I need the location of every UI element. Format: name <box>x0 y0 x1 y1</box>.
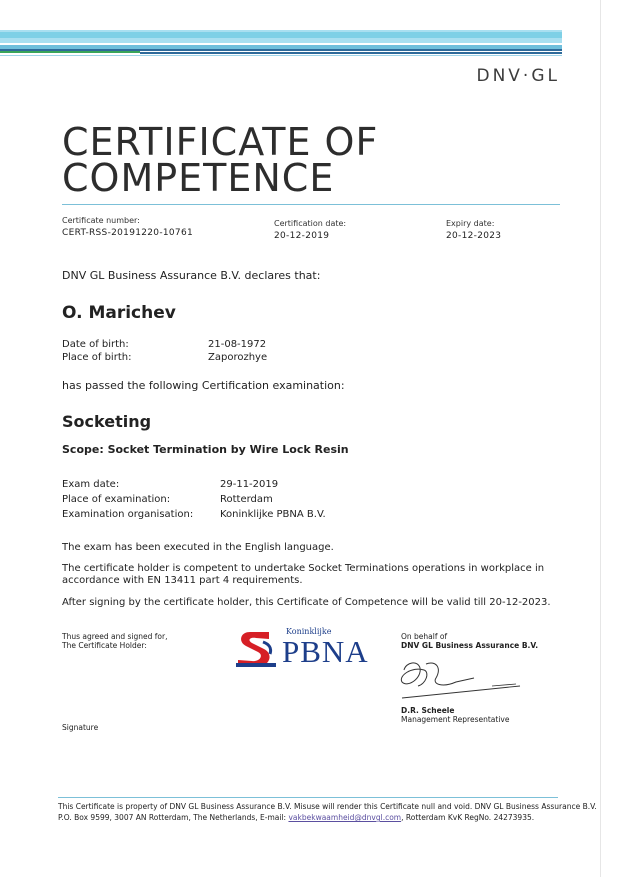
pbna-big-text: PBNA <box>282 634 369 669</box>
competence-line-1: The certificate holder is competent to undertake Socket Terminations operations in workplace in <box>62 563 545 574</box>
cert-date-label: Certification date: <box>274 219 347 228</box>
pbna-small-text: Koninklijke <box>286 627 332 636</box>
exam-date-label: Exam date: <box>62 479 120 490</box>
language-note: The exam has been executed in the English language. <box>62 542 334 553</box>
dnv-signature-image <box>396 656 526 704</box>
declares-text: DNV GL Business Assurance B.V. declares that: <box>62 269 321 282</box>
exam-title: Socketing <box>62 412 152 431</box>
footer-text <box>58 801 597 823</box>
validity-text: After signing by the certificate holder, this Certificate of Competence will be valid till 20-12-2023. <box>62 597 551 608</box>
agreed-line-1: Thus agreed and signed for, <box>62 632 168 641</box>
pbna-logo <box>236 627 386 671</box>
footer-line-2a: P.O. Box 9599, 3007 AN Rotterdam, The Netherlands, E-mail: <box>58 813 289 822</box>
holder-agreed-block <box>62 632 167 650</box>
title-rule <box>62 204 560 205</box>
footer-line-2b: , Rotterdam KvK RegNo. 24273935. <box>401 813 535 822</box>
competence-text <box>62 563 544 587</box>
dnvgl-logo: DNV·GL <box>476 66 560 86</box>
cert-number-value: CERT-RSS-20191220-10761 <box>62 228 194 238</box>
expiry-date-value: 20-12-2023 <box>446 231 502 241</box>
exam-place-label: Place of examination: <box>62 494 171 505</box>
certificate-title <box>62 120 379 200</box>
exam-org-value: Koninklijke PBNA B.V. <box>220 509 326 520</box>
pob-value: Zaporozhye <box>208 352 268 363</box>
cert-date-value: 20-12-2019 <box>274 231 330 241</box>
behalf-line-2: DNV GL Business Assurance B.V. <box>401 641 539 650</box>
expiry-date-label: Expiry date: <box>446 219 495 228</box>
signer-role: Management Representative <box>401 715 510 724</box>
title-line-2: COMPETENCE <box>62 156 335 200</box>
signer-name: D.R. Scheele <box>401 706 455 715</box>
exam-org-label: Examination organisation: <box>62 509 194 520</box>
footer-line-2 <box>58 812 597 823</box>
passed-text: has passed the following Certification examination: <box>62 379 345 392</box>
header-stripes <box>0 30 562 60</box>
signature-label: Signature <box>62 723 99 732</box>
pbna-emblem-icon <box>236 630 280 668</box>
title-line-1: CERTIFICATE OF <box>62 120 379 164</box>
behalf-block <box>401 632 538 650</box>
cert-number-label: Certificate number: <box>62 216 140 225</box>
agreed-line-2: The Certificate Holder: <box>62 641 147 650</box>
cert-date-block <box>274 219 346 241</box>
footer-rule <box>58 797 558 798</box>
pob-label: Place of birth: <box>62 352 132 363</box>
dob-label: Date of birth: <box>62 339 129 350</box>
exam-scope: Scope: Socket Termination by Wire Lock Resin <box>62 443 349 456</box>
behalf-line-1: On behalf of <box>401 632 448 641</box>
expiry-date-block <box>446 219 501 241</box>
dob-value: 21-08-1972 <box>208 339 267 350</box>
footer-email-link[interactable]: vakbekwaamheid@dnvgl.com <box>288 813 402 822</box>
competence-line-2: accordance with EN 13411 part 4 requirements. <box>62 575 303 586</box>
footer-line-1: This Certificate is property of DNV GL Business Assurance B.V. Misuse will render this Certificate null and void. DNV GL Business Assurance B.V. <box>58 802 597 811</box>
holder-name: O. Marichev <box>62 303 176 323</box>
signer-block <box>401 706 509 724</box>
exam-date-value: 29-11-2019 <box>220 479 279 490</box>
page-edge <box>600 0 601 877</box>
exam-place-value: Rotterdam <box>220 494 273 505</box>
cert-number-block <box>62 216 193 238</box>
